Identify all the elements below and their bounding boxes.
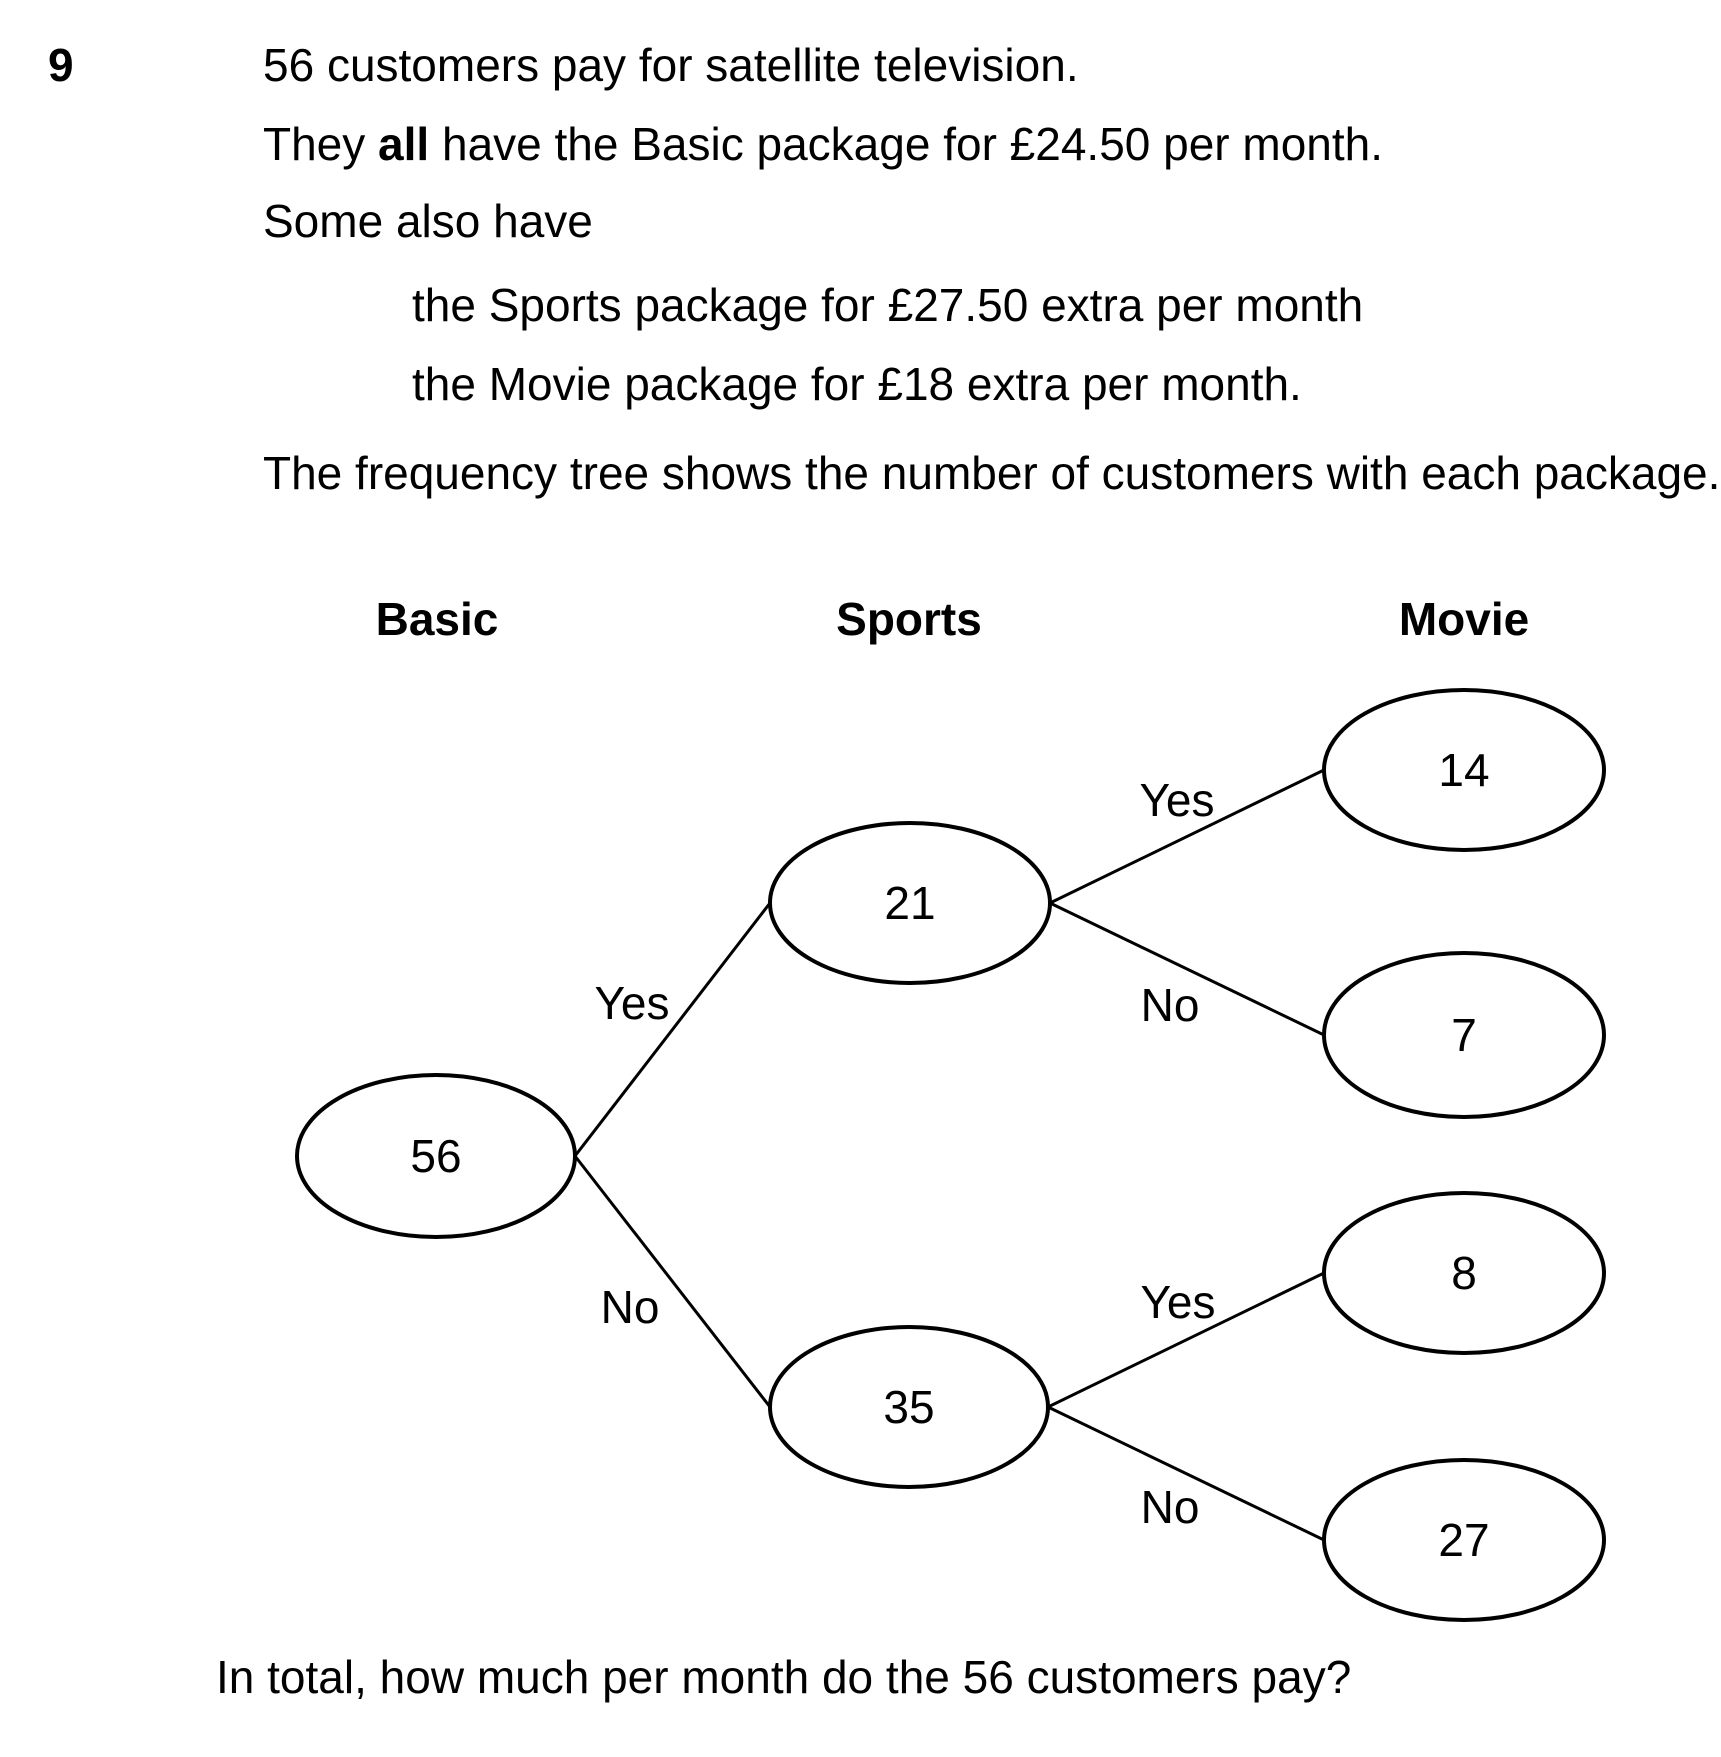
intro-line-2 xyxy=(263,117,1383,171)
label-movie-bottom-no: No xyxy=(1140,1481,1200,1533)
intro-line-3: Some also have xyxy=(263,195,593,247)
branch-root-to-sports-yes xyxy=(575,903,770,1156)
frequency-tree-diagram xyxy=(0,560,1721,1700)
column-header-movie: Movie xyxy=(1398,593,1530,645)
node-movie-yes-no-value: 7 xyxy=(1451,1009,1477,1061)
movie-price-line: the Movie package for £18 extra per month. xyxy=(412,358,1302,410)
column-header-sports: Sports xyxy=(836,593,982,645)
node-root-value: 56 xyxy=(410,1130,462,1182)
label-sports-no: No xyxy=(600,1281,660,1333)
intro-line-2-post: have the Basic package for £24.50 per month. xyxy=(429,118,1384,170)
node-movie-no-no-value: 27 xyxy=(1438,1514,1490,1566)
column-header-basic: Basic xyxy=(375,593,499,645)
label-movie-bottom-yes: Yes xyxy=(1140,1276,1216,1328)
node-movie-no-yes-value: 8 xyxy=(1451,1247,1477,1299)
label-movie-top-no: No xyxy=(1140,979,1200,1031)
node-sports-yes-value: 21 xyxy=(884,877,936,929)
tree-description-line: The frequency tree shows the number of customers with each package. xyxy=(263,447,1721,499)
sports-price-line: the Sports package for £27.50 extra per month xyxy=(412,279,1364,331)
question-number: 9 xyxy=(48,39,74,91)
label-movie-top-yes: Yes xyxy=(1139,774,1215,826)
intro-line-2-pre: They xyxy=(263,118,379,170)
label-sports-yes: Yes xyxy=(594,977,670,1029)
intro-line-2-bold: all xyxy=(378,118,430,170)
final-question-line: In total, how much per month do the 56 customers pay? xyxy=(216,1651,1352,1703)
intro-line-1: 56 customers pay for satellite television. xyxy=(263,39,1079,91)
node-movie-yes-yes-value: 14 xyxy=(1438,744,1490,796)
node-sports-no-value: 35 xyxy=(883,1381,935,1433)
